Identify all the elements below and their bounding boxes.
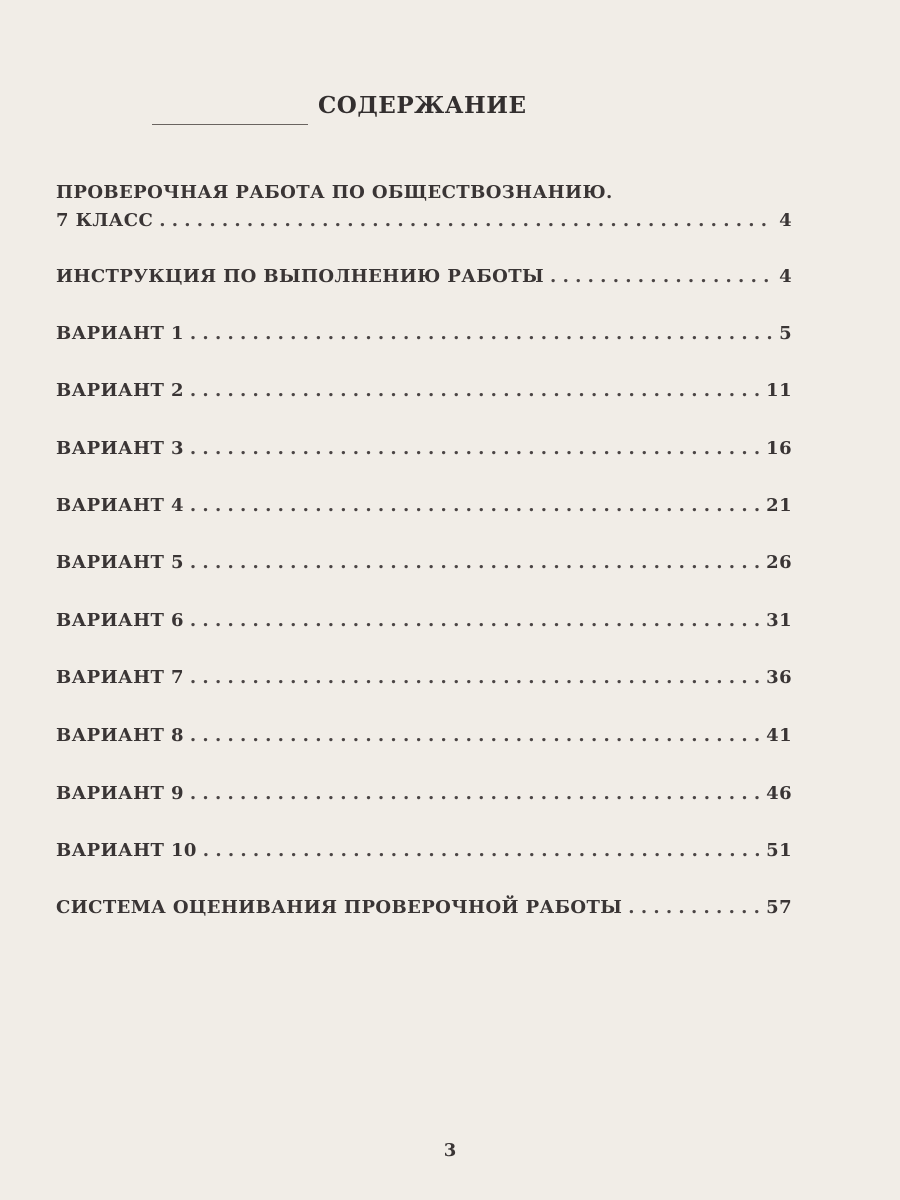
toc-leader-dots: [628, 897, 760, 918]
toc-entry-9: [56, 725, 792, 746]
toc-entry-page: 26: [766, 552, 792, 573]
toc-entry-page: 4: [779, 266, 792, 287]
toc-entry-label: ВАРИАНТ 1: [56, 323, 184, 344]
toc-entry-10: [56, 783, 792, 804]
toc-entry-1: [56, 266, 792, 287]
toc-entry-page: 21: [766, 495, 792, 516]
toc-leader-dots: [190, 783, 760, 804]
toc-entry-0-line1: ПРОВЕРОЧНАЯ РАБОТА ПО ОБЩЕСТВОЗНАНИЮ.: [56, 182, 613, 203]
toc-leader-dots: [190, 667, 760, 688]
toc-entry-label: ВАРИАНТ 3: [56, 438, 184, 459]
toc-entry-page: 31: [766, 610, 792, 631]
toc-entry-3: [56, 380, 792, 401]
toc-entry-label: ВАРИАНТ 5: [56, 552, 184, 573]
toc-leader-dots: [203, 840, 760, 861]
toc-entry-label: ИНСТРУКЦИЯ ПО ВЫПОЛНЕНИЮ РАБОТЫ: [56, 266, 545, 287]
toc-entry-label: 7 КЛАСС: [56, 210, 154, 231]
table-of-contents: [56, 0, 792, 1200]
toc-entry-label: ВАРИАНТ 4: [56, 495, 184, 516]
toc-leader-dots: [159, 210, 773, 231]
toc-entry-8: [56, 667, 792, 688]
toc-entry-6: [56, 552, 792, 573]
toc-leader-dots: [190, 610, 760, 631]
toc-leader-dots: [190, 380, 760, 401]
toc-entry-12: [56, 897, 792, 918]
toc-entry-11: [56, 840, 792, 861]
toc-entry-page: 16: [766, 438, 792, 459]
toc-entry-7: [56, 610, 792, 631]
toc-entry-page: 5: [779, 323, 792, 344]
toc-entry-label: ВАРИАНТ 6: [56, 610, 184, 631]
toc-entry-0: [56, 210, 792, 231]
toc-entry-page: 46: [766, 783, 792, 804]
toc-entry-page: 11: [766, 380, 792, 401]
toc-leader-dots: [190, 438, 760, 459]
toc-entry-label: ВАРИАНТ 9: [56, 783, 184, 804]
toc-entry-page: 36: [766, 667, 792, 688]
toc-leader-dots: [190, 725, 760, 746]
toc-leader-dots: [550, 266, 773, 287]
page-title: СОДЕРЖАНИЕ: [318, 92, 527, 119]
toc-entry-label: ВАРИАНТ 2: [56, 380, 184, 401]
toc-leader-dots: [190, 323, 773, 344]
toc-entry-2: [56, 323, 792, 344]
toc-entry-page: 41: [766, 725, 792, 746]
toc-entry-4: [56, 438, 792, 459]
toc-entry-page: 57: [766, 897, 792, 918]
toc-entry-label: ВАРИАНТ 7: [56, 667, 184, 688]
page-number: 3: [443, 1140, 457, 1161]
toc-entry-page: 4: [779, 210, 792, 231]
toc-leader-dots: [190, 495, 760, 516]
toc-leader-dots: [190, 552, 760, 573]
toc-entry-label: СИСТЕМА ОЦЕНИВАНИЯ ПРОВЕРОЧНОЙ РАБОТЫ: [56, 897, 623, 918]
toc-entry-label: ВАРИАНТ 10: [56, 840, 197, 861]
toc-entry-label: ВАРИАНТ 8: [56, 725, 184, 746]
toc-entry-page: 51: [766, 840, 792, 861]
toc-entry-5: [56, 495, 792, 516]
